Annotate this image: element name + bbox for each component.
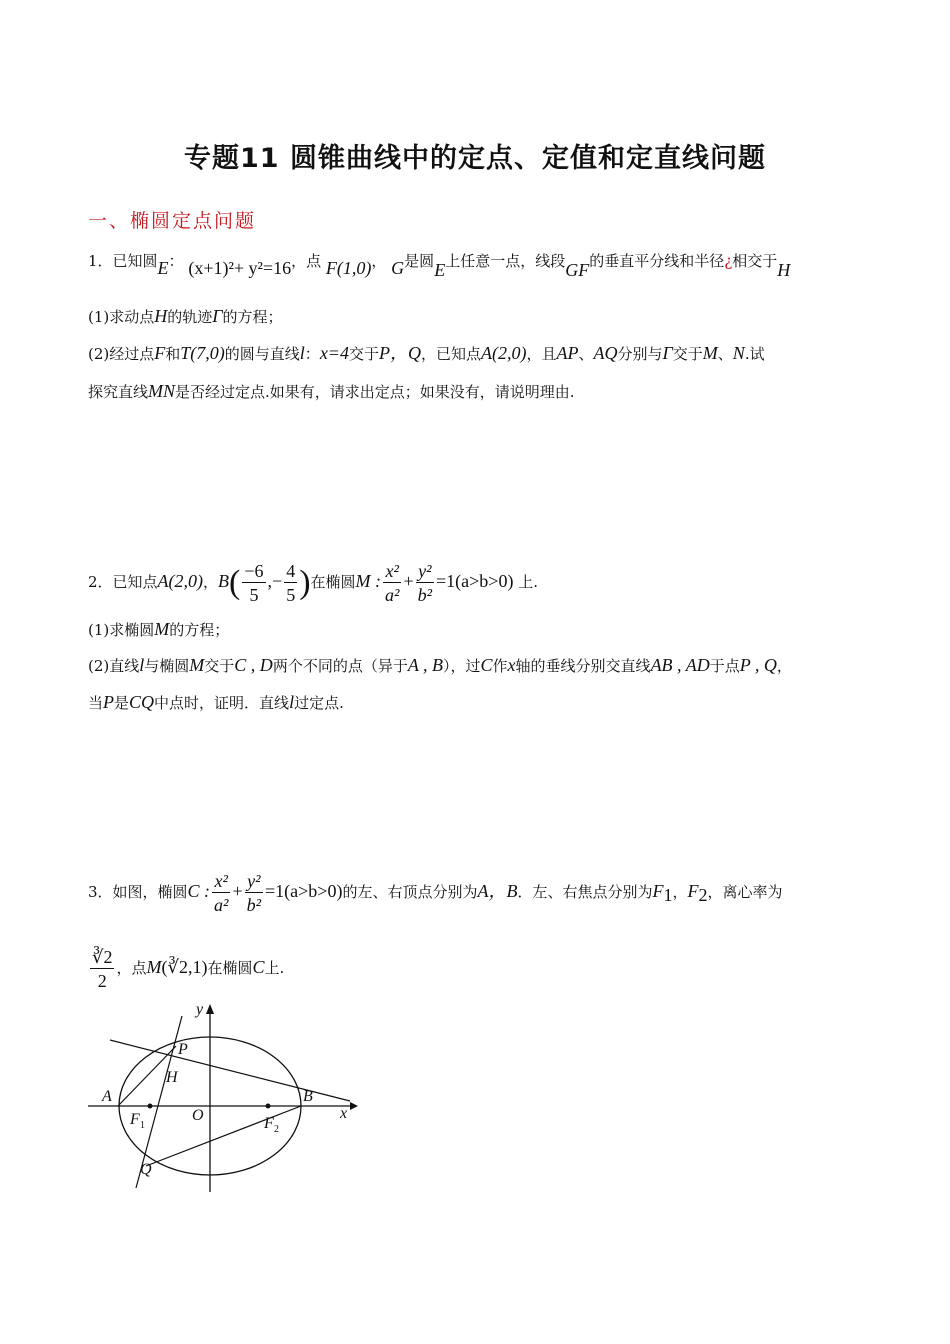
problem-2-q2: (2)直线l与椭圆M交于C , D两个不同的点（异于A , B），过C作x轴的垂线分别交直线AB , AD于点P , Q，: [88, 655, 792, 675]
label-F2: F: [264, 1115, 274, 1132]
label-y: y: [196, 1001, 204, 1018]
circle-equation: (x+1)²+ y²=16: [188, 258, 292, 278]
label-F1: F: [130, 1111, 140, 1128]
problem-2-q2-cont: 当P是CQ中点时，证明．直线l过定点.: [88, 692, 344, 712]
label-P: P: [178, 1041, 188, 1058]
problem-3-stem: 3．如图，椭圆C : $\frac{\text{x²}}{\text{a²}}$ + $\frac{\text{y²}}{\text{b²}}$ =1(a>b>0)的左、右顶点分别为A，B．左、右焦点分别为$F_1$，$F_2$，离心率为: [88, 870, 783, 915]
svg-text:2: 2: [274, 1124, 279, 1135]
problem-1-q1: (1)求动点H的轨迹Γ的方程；: [88, 306, 283, 326]
problem-1-q2-line2: 探究直线MN是否经过定点.如果有，请求出定点；如果没有，请说明理由.: [88, 381, 575, 401]
section-heading: 一、椭圆定点问题: [88, 210, 257, 232]
label-B: B: [303, 1088, 313, 1105]
page-title: 专题11 圆锥曲线中的定点、定值和定直线问题: [184, 143, 766, 174]
problem-2-stem: 2．已知点A(2,0)，B( $\frac{-6}{5}$ ,− $\frac{4}{5}$ )在椭圆M : $\frac{\text{x²}}{\text{a²}}$ + $\frac{\text{y²}}{\text{b²}}$ =1(a>b>0) 上.: [88, 560, 538, 605]
problem-3-stem-cont: $\frac{∛2}{2}$ ，点M(∛2,1)在椭圆C上.: [92, 946, 285, 991]
label-A: A: [102, 1088, 112, 1105]
problem-number: 2．已知点: [88, 573, 158, 591]
problem-2-q1: (1)求椭圆M的方程；: [88, 619, 230, 639]
problem-1-q2-line1: (2)经过点F和T(7,0)的圆与直线l：x=4交于P，Q，已知点A(2,0)，且AP、AQ分别与Γ交于M、N.试: [88, 343, 765, 363]
label-H: H: [166, 1069, 178, 1086]
problem-number: 1．已知圆: [88, 252, 158, 270]
problem-1-stem: 1．已知圆E： (x+1)²+ y²=16，点 F(1,0)， G是圆E上任意一点，线段GF的垂直平分线和半径¿相交于H: [88, 252, 791, 280]
label-x: x: [340, 1105, 348, 1122]
ellipse-figure: [88, 1000, 368, 1200]
problem-number: 3．如图，椭圆: [88, 883, 188, 901]
label-O: O: [192, 1107, 204, 1124]
svg-text:1: 1: [140, 1120, 145, 1131]
label-Q: Q: [140, 1161, 152, 1178]
